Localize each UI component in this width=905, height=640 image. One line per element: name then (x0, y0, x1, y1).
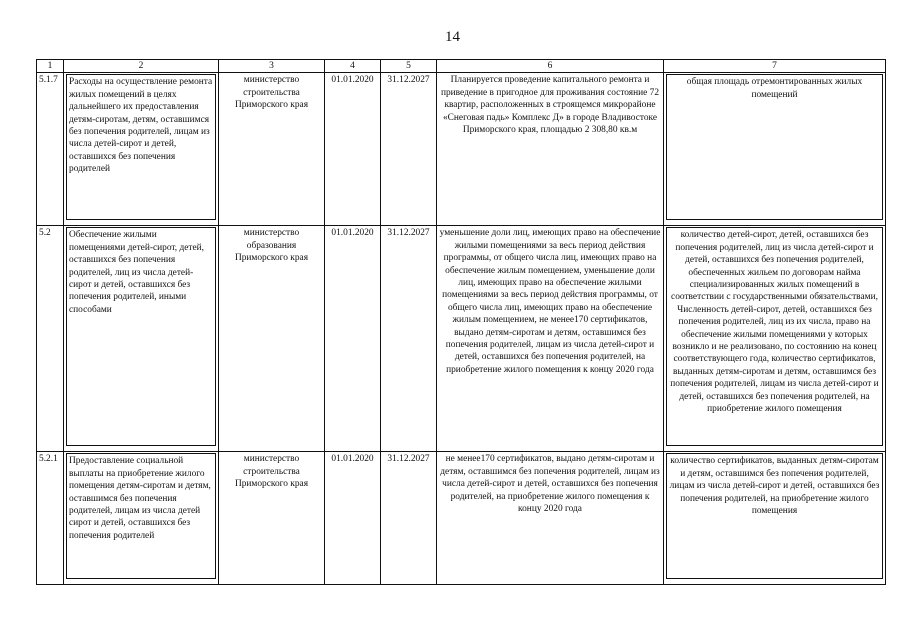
header-row (37, 60, 886, 73)
header-col-3: 3 (219, 60, 325, 73)
measure-name (64, 73, 219, 226)
program-table (36, 59, 886, 585)
measure-name-text: Расходы на осуществление ремонта жилых помещений в целях дальнейшего их предоставления детям-сиротам, детям, оставшимся без попечения родителей, лицам из числа детей-сирот и детей, оставшихся без попечения родителей (66, 74, 216, 220)
start-date: 01.01.2020 (325, 452, 381, 585)
indicator-text: количество детей-сирот, детей, оставшихся без попечения родителей, лиц из числа детей-сирот и детей, оставшихся без попечения родителей, обеспеченных жильем по договорам найма специализированных жилых помещений в соответствии с государственными обязательствами, Численность детей-сирот, детей, оставшихся без попечения родителей, лиц из их числа, право на обеспечение жилыми помещениями у которых возникло и не реализовано, по состоянию на конец соответствующего года, количество сертификатов, выданных детям-сиротам и детям, оставшимся без попечения родителей, лицам из числа детей-сирот и детей, оставшихся без попечения родителей, на приобретение жилого помещения (666, 227, 883, 446)
expected-result: уменьшение доли лиц, имеющих право на обеспечение жилыми помещениями за весь период действия программы, от общего числа лиц, имеющих право на обеспечение жилым помещением, уменьшение доли лиц, имеющих право на обеспечение жилыми помещениями за весь период действия программы, от общего числа лиц, имеющих право на обеспечение жилым помещением, не менее170 сертификатов, выдано детям-сиротам и детям, оставшимся без попечения родителей, лицам из числа детей-сирот и детей, оставшихся без попечения родителей, на приобретение жилого помещения к концу 2020 года (437, 226, 664, 452)
indicator (664, 73, 886, 226)
header-col-4: 4 (325, 60, 381, 73)
header-col-6: 6 (437, 60, 664, 73)
header-col-7: 7 (664, 60, 886, 73)
measure-name (64, 226, 219, 452)
table-row (37, 452, 886, 585)
header-col-1: 1 (37, 60, 64, 73)
start-date: 01.01.2020 (325, 226, 381, 452)
end-date: 31.12.2027 (381, 73, 437, 226)
start-date: 01.01.2020 (325, 73, 381, 226)
executor: министерство образования Приморского края (219, 226, 325, 452)
executor: министерство строительства Приморского края (219, 73, 325, 226)
table-row (37, 226, 886, 452)
header-col-5: 5 (381, 60, 437, 73)
indicator-text: количество сертификатов, выданных детям-сиротам и детям, оставшимся без попечения родителей, лицам из числа детей-сирот и детей, оставшихся без попечения родителей, на приобретение жилого помещения (666, 453, 883, 579)
expected-result: не менее170 сертификатов, выдано детям-сиротам и детям, оставшимся без попечения родителей, лицам из числа детей-сирот и детей, оставшихся без попечения родителей, на приобретение жилого помещения к концу 2020 года (437, 452, 664, 585)
measure-name-text: Предоставление социальной выплаты на приобретение жилого помещения детям-сиротам и детям, оставшимся без попечения родителей, лицам из числа детей сирот и детей, оставшихся без попечения родителей (66, 453, 216, 579)
row-number: 5.1.7 (37, 73, 64, 226)
indicator-text: общая площадь отремонтированных жилых помещений (666, 74, 883, 220)
indicator (664, 452, 886, 585)
end-date: 31.12.2027 (381, 452, 437, 585)
page-number: 14 (445, 29, 460, 45)
measure-name (64, 452, 219, 585)
header-col-2: 2 (64, 60, 219, 73)
measure-name-text: Обеспечение жилыми помещениями детей-сирот, детей, оставшихся без попечения родителей, лиц из числа детей-сирот и детей, оставшихся без попечения родителей, иными способами (66, 227, 216, 446)
expected-result: Планируется проведение капитального ремонта и приведение в пригодное для проживания состояние 72 квартир, расположенных в строящемся микрорайоне «Снеговая падь» Комплекс Д» в городе Владивостоке Приморского края, площадью 2 308,80 кв.м (437, 73, 664, 226)
indicator (664, 226, 886, 452)
row-number: 5.2.1 (37, 452, 64, 585)
row-number: 5.2 (37, 226, 64, 452)
executor: министерство строительства Приморского края (219, 452, 325, 585)
end-date: 31.12.2027 (381, 226, 437, 452)
table-row (37, 73, 886, 226)
